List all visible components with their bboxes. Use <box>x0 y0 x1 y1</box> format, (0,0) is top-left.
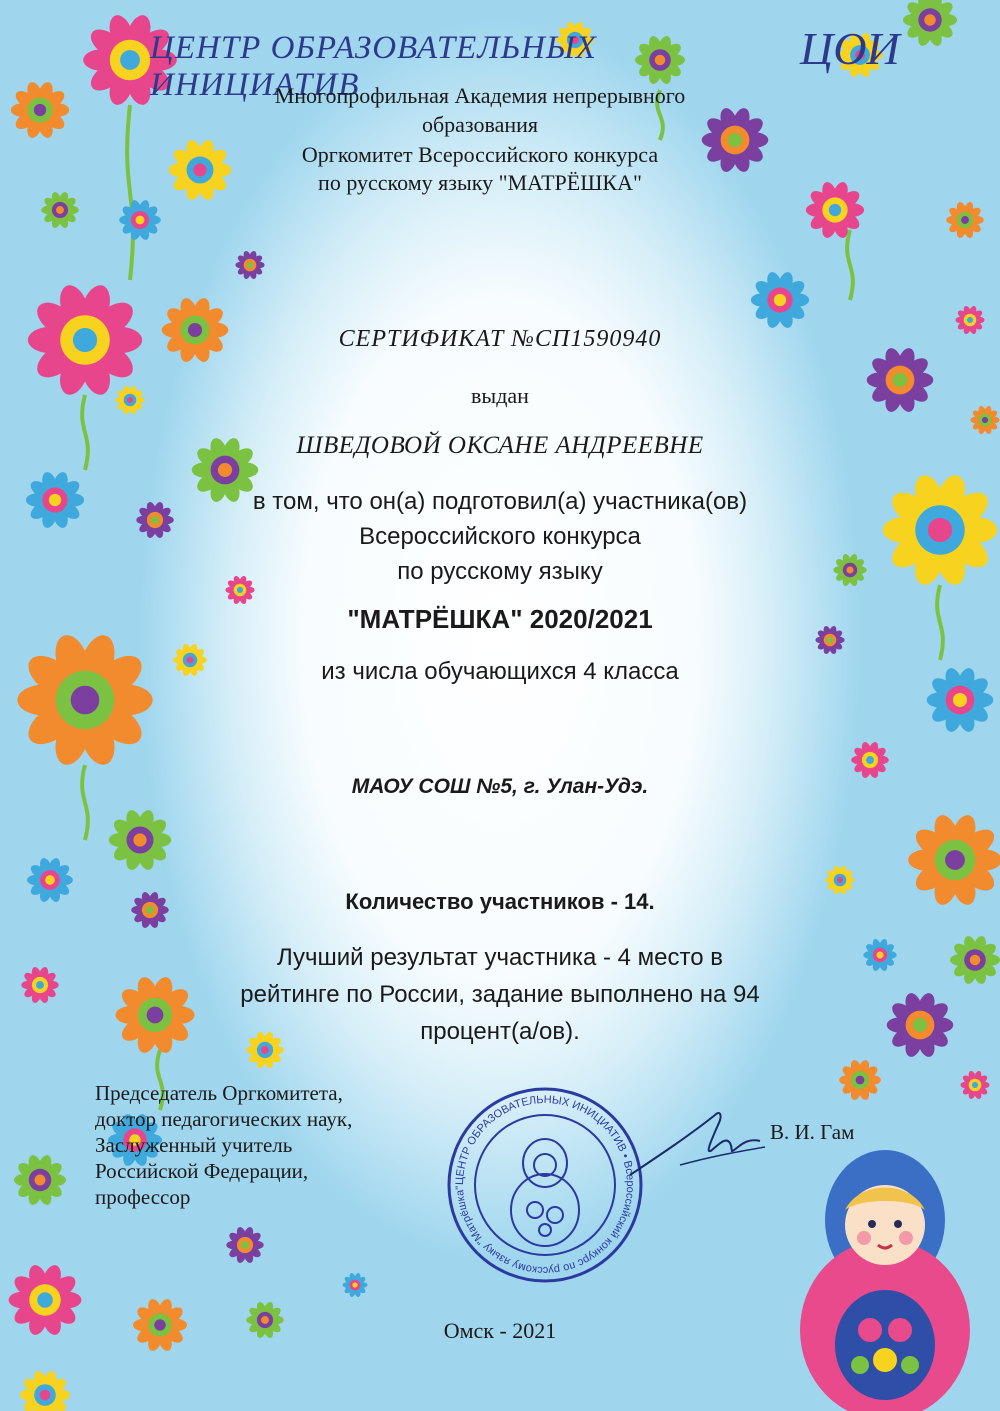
position-line: доктор педагогических наук, <box>95 1107 353 1131</box>
header-line: Оргкомитет Всероссийского конкурса <box>301 142 659 167</box>
org-title: ЦЕНТР ОБРАЗОВАТЕЛЬНЫХ ИНИЦИАТИВ <box>150 30 597 103</box>
handwritten-signature <box>620 1095 770 1185</box>
certificate-title: СЕРТИФИКАТ №СП1590940 <box>338 326 662 352</box>
flower-icon <box>343 1272 368 1298</box>
flower-icon <box>11 80 69 140</box>
flower-icon <box>751 270 809 330</box>
result-line: Лучший результат участника - 4 место в <box>276 944 724 971</box>
body-line: по русскому языку <box>397 558 603 585</box>
matryoshka-doll <box>790 1140 980 1411</box>
header-line: Многопрофильная Академия непрерывного <box>274 83 686 108</box>
body-line: в том, что он(а) подготовил(а) участника(ов) <box>252 488 748 515</box>
header-line: образования <box>421 112 539 137</box>
position-line: Председатель Оргкомитета, <box>95 1081 343 1105</box>
signer-name: В. И. Гам <box>770 1120 855 1144</box>
participants-count: Количество участников - 14. <box>345 889 655 914</box>
flower-icon <box>970 405 999 435</box>
org-logo-text: ЦОИ <box>800 23 900 74</box>
position-line: Российской Федерации, <box>95 1159 309 1183</box>
result-line: процент(а/ов). <box>420 1018 580 1045</box>
result-line: рейтинге по России, задание выполнено на 94 <box>240 981 760 1008</box>
flower-icon <box>9 1263 82 1337</box>
position-line: профессор <box>95 1185 191 1209</box>
students-class: из числа обучающихся 4 класса <box>321 658 679 685</box>
contest-name: "МАТРЁШКА" 2020/2021 <box>347 604 653 634</box>
flower-icon <box>17 631 152 769</box>
stem-icon <box>127 105 133 280</box>
stem-icon <box>847 230 853 300</box>
flower-icon <box>226 1226 263 1264</box>
school-name: МАОУ СОШ №5, г. Улан-Удэ. <box>351 775 649 798</box>
flower-icon <box>246 1301 283 1339</box>
stamp-ring-text: ЦЕНТР ОБРАЗОВАТЕЛЬНЫХ ИНИЦИАТИВ • Всероссийский конкурс по русскому языку "Матрёшка" <box>453 1093 637 1277</box>
flower-icon <box>946 201 983 239</box>
position-line: Заслуженный учитель <box>95 1133 293 1157</box>
flower-icon <box>839 1059 881 1102</box>
city-year: Омск - 2021 <box>443 1318 557 1343</box>
signer-position <box>95 1080 455 1210</box>
header-line: по русскому языку "МАТРЁШКА" <box>318 170 642 195</box>
org-logo <box>800 22 950 75</box>
flower-icon <box>851 741 888 779</box>
body-line: Всероссийского конкурса <box>359 523 641 550</box>
flower-icon <box>133 1297 187 1352</box>
flower-icon <box>109 808 171 872</box>
issued-label: выдан <box>471 383 529 408</box>
stamp-matryoshka-icon <box>511 1139 579 1246</box>
flower-icon <box>806 180 864 240</box>
flower-icon <box>14 1153 66 1206</box>
flower-icon <box>960 1070 989 1100</box>
flower-icon <box>235 250 264 280</box>
flower-icon <box>119 199 161 242</box>
recipient-name: ШВЕДОВОЙ ОКСАНЕ АНДРЕЕВНЕ <box>296 432 704 459</box>
round-stamp <box>445 1085 645 1285</box>
flower-icon <box>20 1369 70 1411</box>
svg-text:ЦЕНТР ОБРАЗОВАТЕЛЬНЫХ ИНИЦИАТИ <box>454 1094 636 1276</box>
flower-icon <box>41 191 78 229</box>
